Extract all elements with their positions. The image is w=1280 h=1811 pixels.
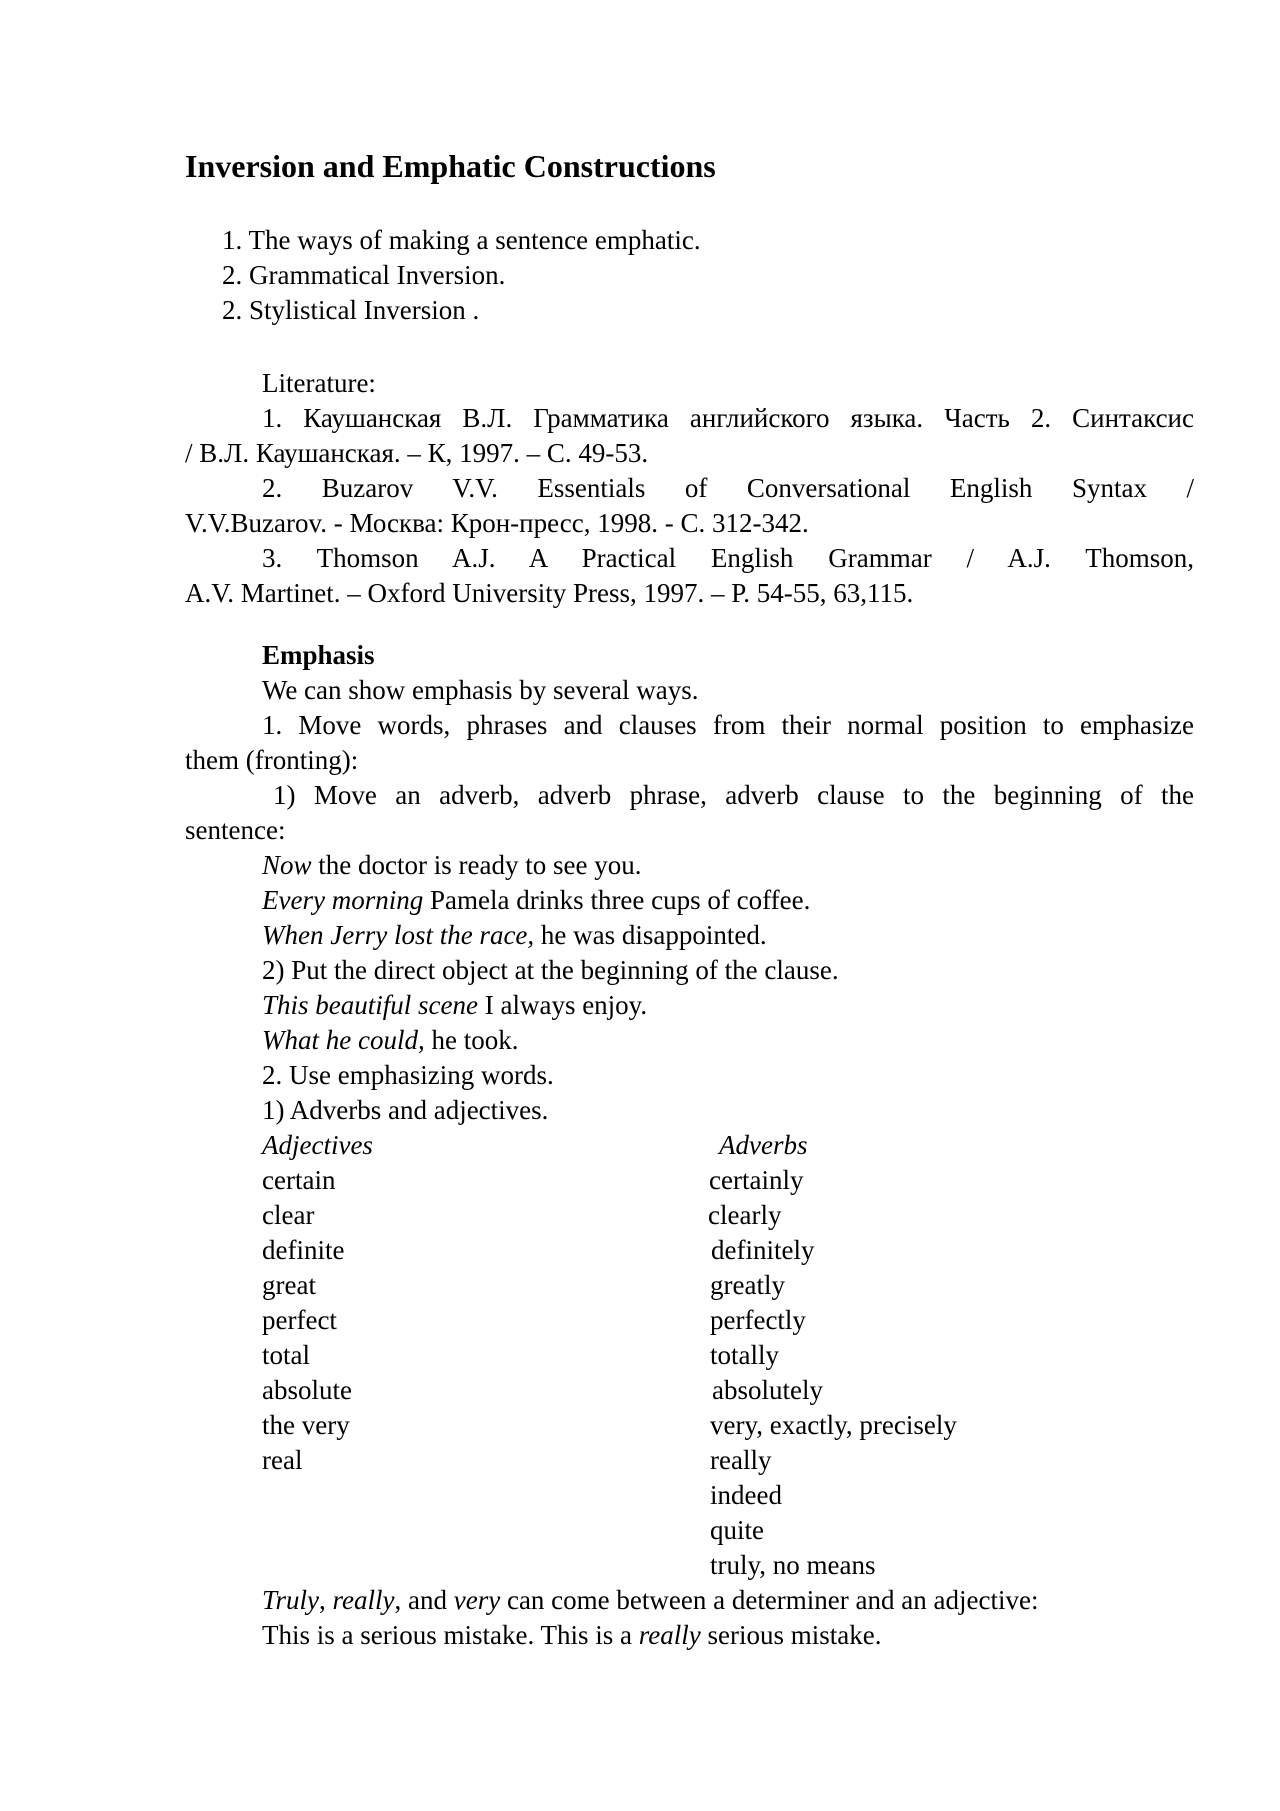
example-1 — [262, 848, 641, 883]
adjective-item: perfect — [262, 1305, 337, 1335]
reference-1-line-1 — [185, 401, 1194, 436]
adjective-item: clear — [262, 1200, 315, 1230]
adjectives-header — [262, 1128, 373, 1163]
sub-2: 2) Put the direct object at the beginning of the clause. — [262, 955, 839, 985]
reference-2-line-2: V.V.Buzarov. - Москва: Крон-пресс, 1998. - С. 312-342. — [185, 508, 809, 538]
example-2-emphasis: Every morning — [262, 885, 424, 915]
emphasis-heading-text: Emphasis — [262, 640, 375, 670]
final-emphasis: really — [638, 1620, 701, 1650]
adverbs-header — [719, 1128, 807, 1163]
adjective-item: great — [262, 1270, 316, 1300]
adjective-item: the very — [262, 1410, 350, 1440]
plan-item-3: 2. Stylistical Inversion . — [222, 295, 480, 325]
example-5-rest: he took. — [424, 1025, 519, 1055]
adjective-item: absolute — [262, 1375, 352, 1405]
example-4-emphasis: This beautiful scene — [262, 990, 478, 1020]
adjective-item: definite — [262, 1235, 345, 1265]
reference-3-line-2: A.V. Martinet. – Oxford University Press, 1997. – P. 54-55, 63,115. — [185, 578, 914, 608]
plan-item-1: 1. The ways of making a sentence emphatic. — [222, 225, 701, 255]
sub-1-line-2: sentence: — [185, 815, 286, 845]
point-1-line-2: them (fronting): — [185, 745, 359, 775]
point-2: 2. Use emphasizing words. — [262, 1060, 554, 1090]
adverb-item: perfectly — [710, 1305, 806, 1335]
example-3-emphasis: When Jerry lost the race, — [262, 920, 535, 950]
page-title: Inversion and Emphatic Constructions — [185, 148, 716, 184]
example-1-rest: the doctor is ready to see you. — [311, 850, 642, 880]
reference-1-text: 1. Каушанская В.Л. Грамматика английского языка. Часть 2. Синтаксис — [262, 403, 1194, 433]
note-sep-1: , — [319, 1585, 333, 1615]
adjectives-header-text: Adjectives — [262, 1130, 373, 1160]
final-part-1: This is a serious mistake. This is a — [262, 1620, 639, 1650]
note-rest: can come between a determiner and an adjective: — [500, 1585, 1039, 1615]
adverb-item: greatly — [710, 1270, 785, 1300]
adverb-item: absolutely — [712, 1375, 823, 1405]
reference-3-line-1 — [185, 541, 1194, 576]
adverb-item: indeed — [710, 1480, 782, 1510]
sub-1-line-1 — [185, 778, 1194, 813]
emphasis-intro: We can show emphasis by several ways. — [262, 675, 699, 705]
example-5-emphasis: What he could, — [262, 1025, 425, 1055]
reference-1-line-2: / В.Л. Каушанская. – К, 1997. – С. 49-53. — [185, 438, 649, 468]
literature-heading: Literature: — [262, 368, 376, 398]
example-1-emphasis: Now — [262, 850, 312, 880]
point-1-line-1 — [185, 708, 1194, 743]
determiner-note — [262, 1583, 1038, 1618]
example-3 — [262, 918, 767, 953]
reference-2-line-1 — [185, 471, 1194, 506]
example-4-rest: I always enjoy. — [477, 990, 648, 1020]
example-2 — [262, 883, 810, 918]
adjective-item: certain — [262, 1165, 336, 1195]
example-2-rest: Pamela drinks three cups of coffee. — [423, 885, 811, 915]
sub-3: 1) Adverbs and adjectives. — [262, 1095, 549, 1125]
note-very: very — [453, 1585, 501, 1615]
adverb-item: definitely — [711, 1235, 815, 1265]
adjective-item: real — [262, 1445, 303, 1475]
adverb-item: clearly — [708, 1200, 782, 1230]
sub-1-text: 1) Move an adverb, adverb phrase, adverb clause to the beginning of the — [273, 780, 1194, 810]
note-truly: Truly — [262, 1585, 320, 1615]
adverb-item: truly, no means — [710, 1550, 876, 1580]
adverb-item: very, exactly, precisely — [710, 1410, 957, 1440]
adjective-item: total — [262, 1340, 310, 1370]
example-4 — [262, 988, 647, 1023]
final-example — [262, 1618, 881, 1653]
plan-item-2: 2. Grammatical Inversion. — [222, 260, 506, 290]
emphasis-heading — [262, 638, 375, 673]
adverb-item: quite — [710, 1515, 764, 1545]
note-sep-2: , and — [394, 1585, 454, 1615]
example-5 — [262, 1023, 518, 1058]
reference-2-text: 2. Buzarov V.V. Essentials of Conversational English Syntax / — [262, 473, 1194, 503]
final-part-2: serious mistake. — [700, 1620, 882, 1650]
point-1-text: 1. Move words, phrases and clauses from their normal position to emphasize — [262, 710, 1194, 740]
example-3-rest: he was disappointed. — [534, 920, 767, 950]
reference-3-text: 3. Thomson A.J. A Practical English Grammar / A.J. Thomson, — [262, 543, 1194, 573]
note-really: really — [332, 1585, 395, 1615]
adverb-item: certainly — [709, 1165, 804, 1195]
adverb-item: totally — [710, 1340, 779, 1370]
adverbs-header-text: Adverbs — [719, 1130, 808, 1160]
adverb-item: really — [710, 1445, 772, 1475]
